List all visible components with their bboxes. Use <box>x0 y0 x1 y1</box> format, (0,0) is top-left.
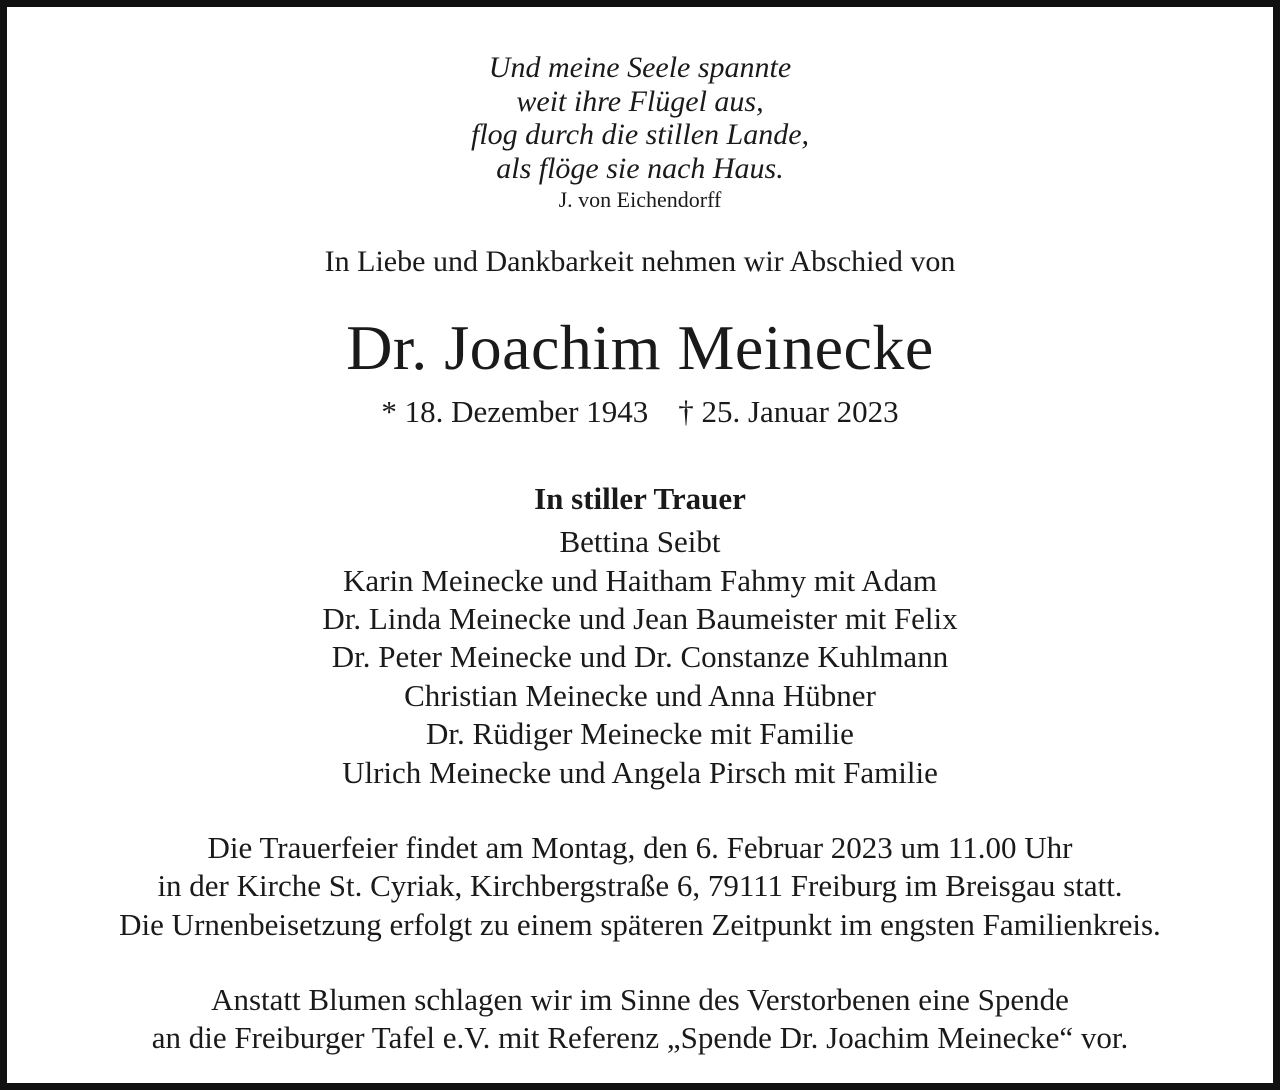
mourner-line: Karin Meinecke und Haitham Fahmy mit Adam <box>342 563 938 598</box>
life-dates <box>7 396 1273 427</box>
ceremony-line: Die Urnenbeisetzung erfolgt zu einem späteren Zeitpunkt im engsten Familienkreis. <box>119 907 1161 942</box>
poem-line: als flöge sie nach Haus. <box>496 152 784 185</box>
ceremony-line: in der Kirche St. Cyriak, Kirchbergstraße 6, 79111 Freiburg im Breisgau statt. <box>157 868 1123 903</box>
mourner-line: Ulrich Meinecke und Angela Pirsch mit Familie <box>342 755 938 790</box>
donation-line: Anstatt Blumen schlagen wir im Sinne des Verstorbenen eine Spende <box>211 982 1069 1017</box>
death-date: † 25. Januar 2023 <box>678 394 899 429</box>
poem-line: Und meine Seele spannte <box>488 51 792 84</box>
birth-date: * 18. Dezember 1943 <box>381 394 649 429</box>
poem-author: J. von Eichendorff <box>558 187 722 212</box>
mourner-line: Dr. Linda Meinecke und Jean Baumeister mit Felix <box>322 601 958 636</box>
mourners-heading: In stiller Trauer <box>534 481 746 516</box>
ceremony-line: Die Trauerfeier findet am Montag, den 6. Februar 2023 um 11.00 Uhr <box>207 830 1073 865</box>
farewell-intro: In Liebe und Dankbarkeit nehmen wir Abschied von <box>324 245 956 278</box>
mourner-line: Dr. Peter Meinecke und Dr. Constanze Kuhlmann <box>331 639 949 674</box>
mourner-line: Bettina Seibt <box>559 524 721 559</box>
deceased-name: Dr. Joachim Meinecke <box>346 312 934 383</box>
poem-line: weit ihre Flügel aus, <box>516 85 764 118</box>
poem-line: flog durch die stillen Lande, <box>470 118 810 151</box>
mourner-line: Christian Meinecke und Anna Hübner <box>404 678 876 713</box>
donation-line: an die Freiburger Tafel e.V. mit Referenz „Spende Dr. Joachim Meinecke“ vor. <box>151 1020 1129 1055</box>
mourner-line: Dr. Rüdiger Meinecke mit Familie <box>426 716 854 751</box>
